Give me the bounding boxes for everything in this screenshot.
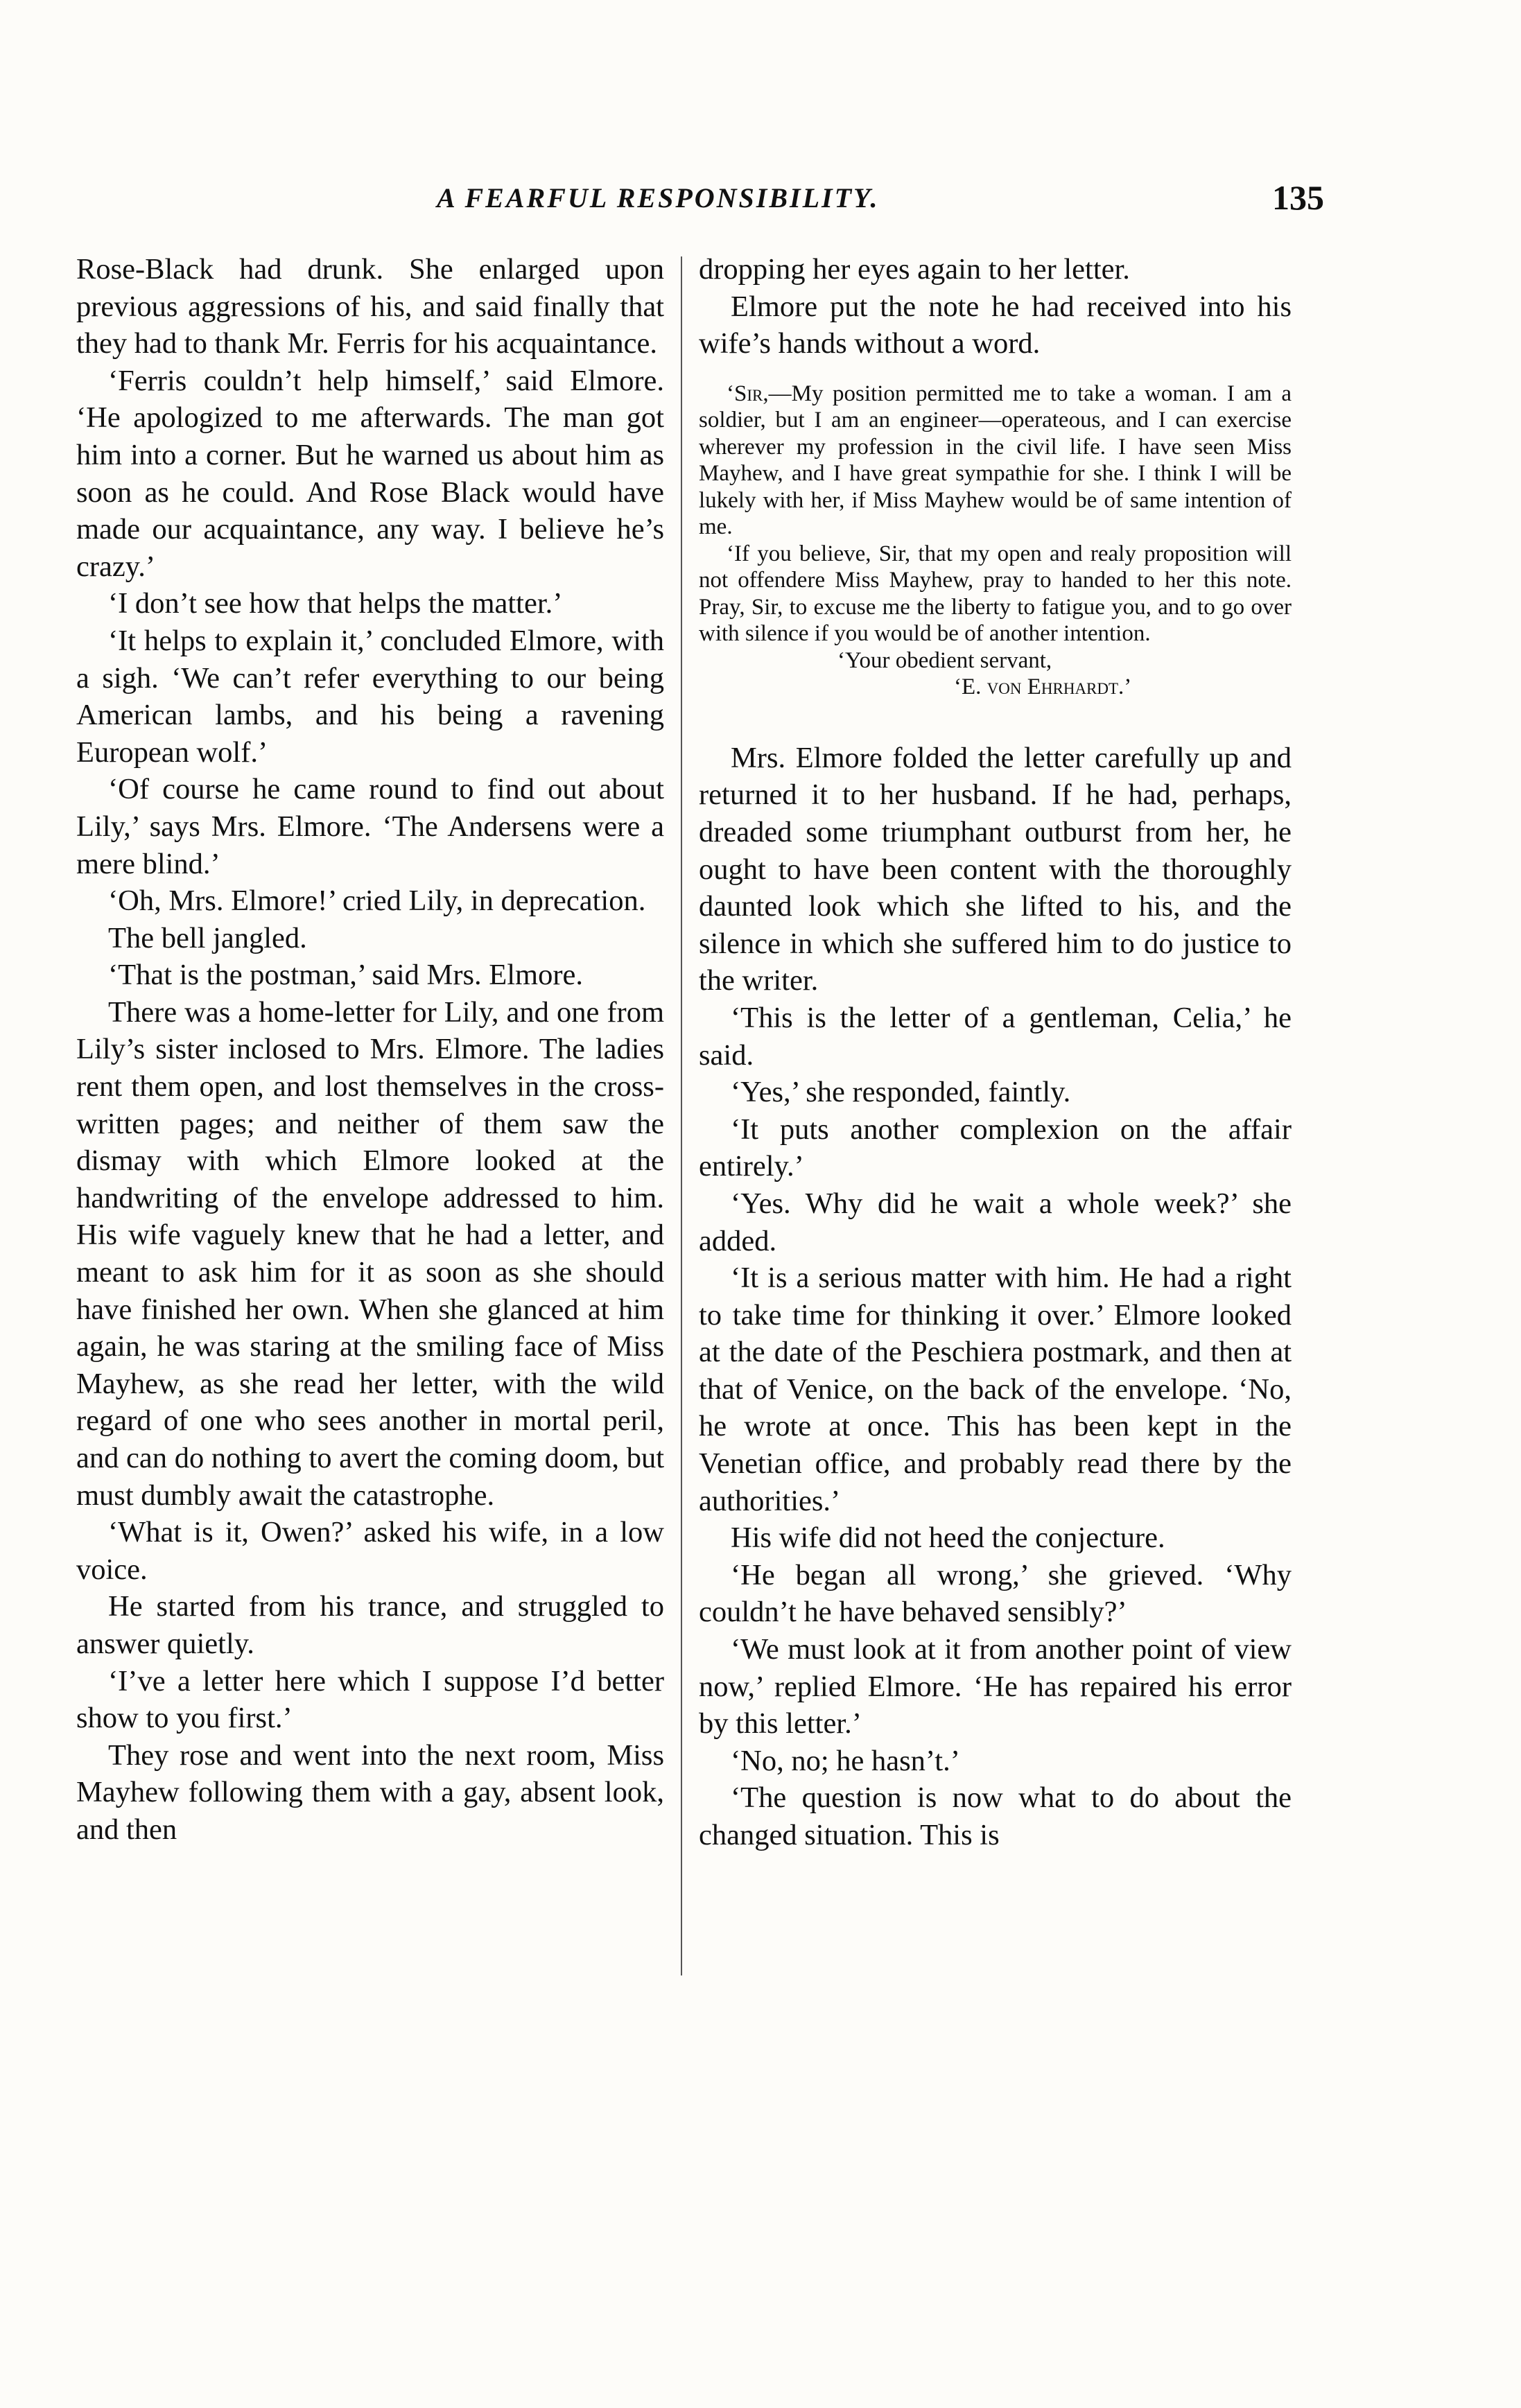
letter-salutation: Sir,: [734, 381, 769, 406]
paragraph: ‘What is it, Owen?’ asked his wife, in a low voice.: [76, 1516, 664, 1586]
paragraph: ‘This is the letter of a gentleman, Celia,’ he said.: [699, 1001, 1292, 1072]
paragraph: ‘Ferris couldn’t help himself,’ said Elmore. ‘He apologized to me afterwards. The man got him into a corner. But he warned us about him as soon as he could. And Rose Black would have made our acquaintance, any way. I believe he’s crazy.’: [76, 364, 664, 583]
paragraph: He started from his trance, and struggled to answer quietly.: [76, 1590, 664, 1660]
paragraph: The bell jangled.: [108, 921, 307, 954]
letter-signature: ‘E. von Ehrhardt.’: [954, 674, 1132, 700]
paragraph: ‘No, no; he hasn’t.’: [731, 1744, 960, 1777]
paragraph: dropping her eyes again to her letter.: [699, 253, 1130, 286]
page-header: [76, 178, 1324, 223]
letter-paragraph: ‘Sir,—My position permitted me to take a woman. I am a soldier, but I am an engineer—operateous, and I can exercise wherever my profession in the civil life. I have seen Miss Mayhew, and I have great sympathie for she. I think I will be lukely with her, if Miss Mayhew would be of same intention of me.: [699, 381, 1292, 540]
paragraph: ‘I don’t see how that helps the matter.’: [108, 587, 563, 620]
column-divider: [681, 256, 682, 1975]
paragraph: ‘Oh, Mrs. Elmore!’ cried Lily, in deprecation.: [108, 884, 646, 918]
paragraph: ‘It helps to explain it,’ concluded Elmore, with a sigh. ‘We can’t refer everything to our being American lambs, and his being a ravening European wolf.’: [76, 624, 664, 769]
paragraph: ‘Yes,’ she responded, faintly.: [731, 1076, 1071, 1109]
paragraph: ‘The question is now what to do about the changed situation. This is: [699, 1781, 1292, 1851]
paragraph: ‘It puts another complexion on the affair entirely.’: [699, 1113, 1292, 1183]
paragraph: ‘That is the postman,’ said Mrs. Elmore.: [108, 959, 583, 992]
right-column: [699, 251, 1292, 1854]
paragraph: ‘It is a serious matter with him. He had a right to take time for thinking it over.’ Elmore looked at the date of the Peschiera postmark, and then at that of Venice, on the back of the envelope. ‘No, he wrote at once. This has been kept in the Venetian office, and probably read there by the authorities.’: [699, 1262, 1292, 1517]
paragraph: There was a home-letter for Lily, and one from Lily’s sister inclosed to Mrs. Elmore. The ladies rent them open, and lost themselves in the cross-written pages; and neither of them saw the dismay with which Elmore looked at the handwriting of the envelope addressed to him. His wife vaguely knew that he had a letter, and meant to ask him for it as soon as she should have finished her own. When she glanced at him again, he was staring at the smiling face of Miss Mayhew, as she read her letter, with the wild regard of one who sees another in mortal peril, and can do nothing to avert the coming doom, but must dumbly await the catastrophe.: [76, 995, 664, 1512]
left-column: [76, 251, 664, 1849]
paragraph: ‘He began all wrong,’ she grieved. ‘Why couldn’t he have behaved sensibly?’: [699, 1558, 1292, 1629]
running-head: A FEARFUL RESPONSIBILITY.: [437, 182, 880, 213]
paragraph: ‘Yes. Why did he wait a whole week?’ she added.: [699, 1187, 1292, 1257]
paragraph: His wife did not heed the conjecture.: [731, 1521, 1165, 1555]
letter-paragraph: ‘If you believe, Sir, that my open and realy proposition will not offendere Miss Mayhew, pray to handed to her this note. Pray, Sir, to excuse me the liberty to fatigue you, and to go over with silence if you would be of another intention.: [699, 541, 1292, 647]
letter-body: —My position permitted me to take a woman. I am a soldier, but I am an engineer—operateous, and I can exercise wherever my profession in the civil life. I have seen Miss Mayhew, and I have great sympathie for she. I think I will be lukely with her, if Miss Mayhew would be of same intention of me.: [699, 381, 1292, 540]
paragraph: Elmore put the note he had received into his wife’s hands without a word.: [699, 290, 1292, 360]
letter-closing: ‘Your obedient servant,: [837, 647, 1052, 673]
page-number: 135: [1272, 178, 1324, 217]
paragraph: ‘Of course he came round to find out about Lily,’ says Mrs. Elmore. ‘The Andersens were a mere blind.’: [76, 773, 664, 880]
paragraph: They rose and went into the next room, Miss Mayhew following them with a gay, absent look, and then: [76, 1738, 664, 1846]
paragraph: Mrs. Elmore folded the letter carefully up and returned it to her husband. If he had, perhaps, dreaded some triumphant outburst from her, he ought to have been content with the thoroughly daunted look which she lifted to his, and the silence in which she suffered him to do justice to the writer.: [699, 741, 1292, 997]
paragraph: ‘I’ve a letter here which I suppose I’d better show to you first.’: [76, 1664, 664, 1735]
quoted-letter: [699, 381, 1292, 701]
paragraph: Rose-Black had drunk. She enlarged upon previous aggressions of his, and said finally that they had to thank Mr. Ferris for his acquaintance.: [76, 253, 664, 360]
paragraph: ‘We must look at it from another point of view now,’ replied Elmore. ‘He has repaired his error by this letter.’: [699, 1633, 1292, 1740]
